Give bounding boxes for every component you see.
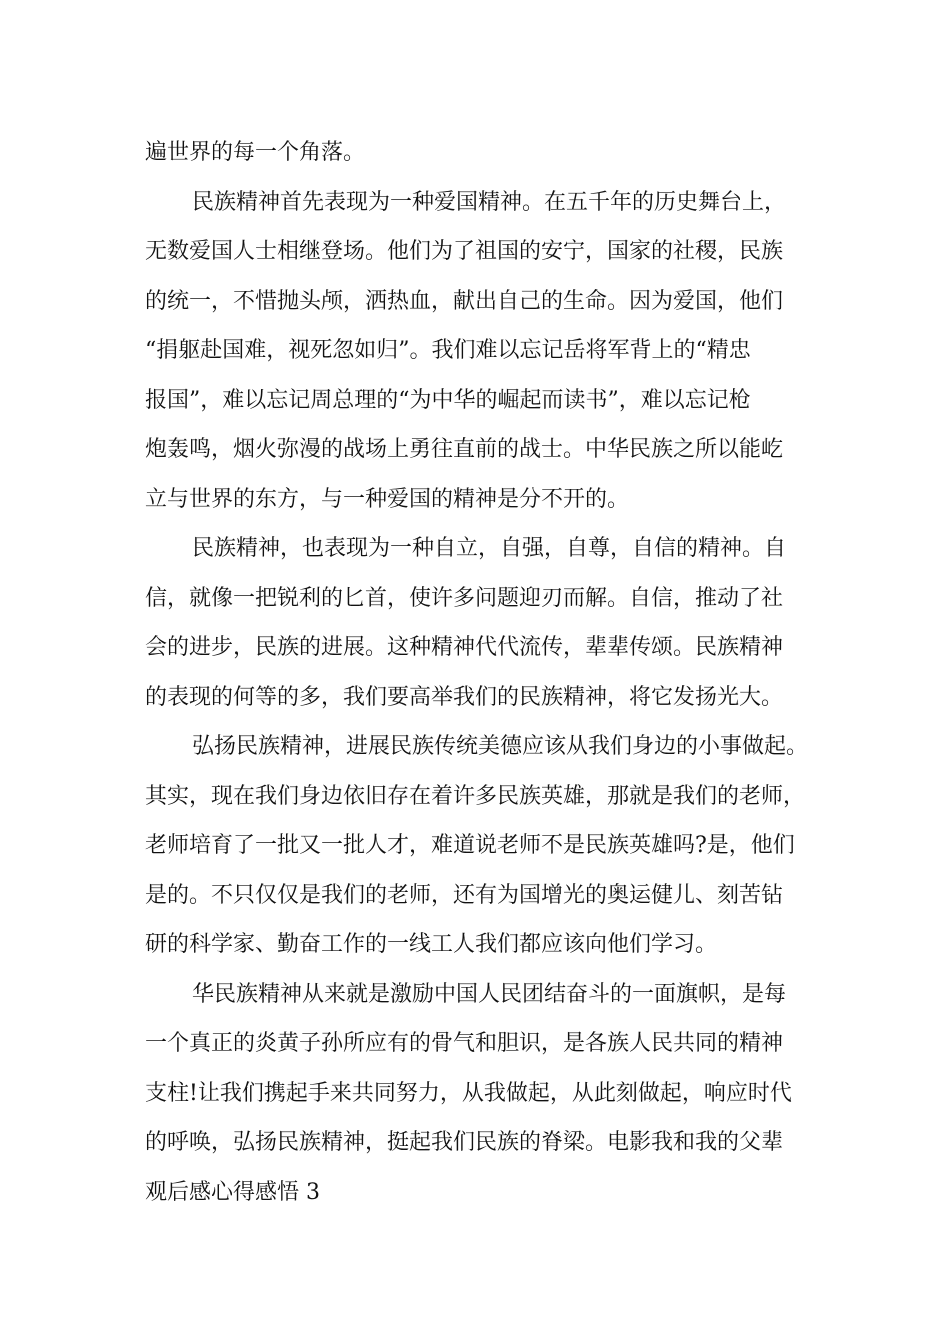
- text-line: 华民族精神从来就是激励中国人民团结奋斗的一面旗帜，是每: [192, 981, 787, 1007]
- text-line: 信，就像一把锐利的匕首，使许多问题迎刃而解。自信，推动了社: [145, 585, 784, 611]
- paragraph-4: [145, 722, 815, 970]
- text-line: 立与世界的东方，与一种爱国的精神是分不开的。: [145, 486, 630, 512]
- text-line: 弘扬民族精神，进展民族传统美德应该从我们身边的小事做起。: [192, 734, 809, 759]
- paragraph-5: [145, 970, 815, 1218]
- text-line: 的呼唤，弘扬民族精神，挺起我们民族的脊梁。电影我和我的父辈: [145, 1130, 784, 1155]
- text-line: 的表现的何等的多，我们要高举我们的民族精神，将它发扬光大。: [145, 684, 784, 710]
- paragraph-3: [145, 524, 815, 722]
- text-line: 一个真正的炎黄子孙所应有的骨气和胆识，是各族人民共同的精神: [145, 1031, 784, 1056]
- paragraph-2: [145, 178, 815, 525]
- text-line: 观后感心得感悟 3: [145, 1179, 320, 1205]
- document-body: [145, 128, 815, 1217]
- text-line: 是的。不只仅仅是我们的老师，还有为国增光的奥运健儿、刻苦钻: [145, 882, 784, 908]
- text-line: 会的进步，民族的进展。这种精神代代流传，辈辈传颂。民族精神: [145, 635, 784, 660]
- paragraph-1: [145, 128, 815, 178]
- text-line: “捐躯赴国难，视死忽如归”。我们难以忘记岳将军背上的“精忠: [145, 338, 751, 363]
- text-line: 支柱!让我们携起手来共同努力，从我做起，从此刻做起，响应时代: [145, 1080, 792, 1106]
- text-line: 老师培育了一批又一批人才，难道说老师不是民族英雄吗?是，他们: [145, 833, 795, 858]
- text-line: 的统一，不惜抛头颅，洒热血，献出自己的生命。因为爱国，他们: [145, 288, 784, 314]
- text-line: 研的科学家、勤奋工作的一线工人我们都应该向他们学习。: [145, 932, 718, 957]
- text-line: 炮轰鸣，烟火弥漫的战场上勇往直前的战士。中华民族之所以能屹: [145, 437, 784, 462]
- text-line: 遍世界的每一个角落。: [145, 140, 366, 165]
- text-line: 民族精神首先表现为一种爱国精神。在五千年的历史舞台上，: [192, 189, 787, 215]
- text-line: 报国”，难以忘记周总理的“为中华的崛起而读书”，难以忘记枪: [145, 387, 751, 413]
- text-line: 其实，现在我们身边依旧存在着许多民族英雄，那就是我们的老师，: [145, 783, 806, 809]
- text-line: 无数爱国人士相继登场。他们为了祖国的安宁，国家的社稷，民族: [145, 239, 784, 264]
- text-line: 民族精神，也表现为一种自立，自强，自尊，自信的精神。自: [192, 536, 787, 561]
